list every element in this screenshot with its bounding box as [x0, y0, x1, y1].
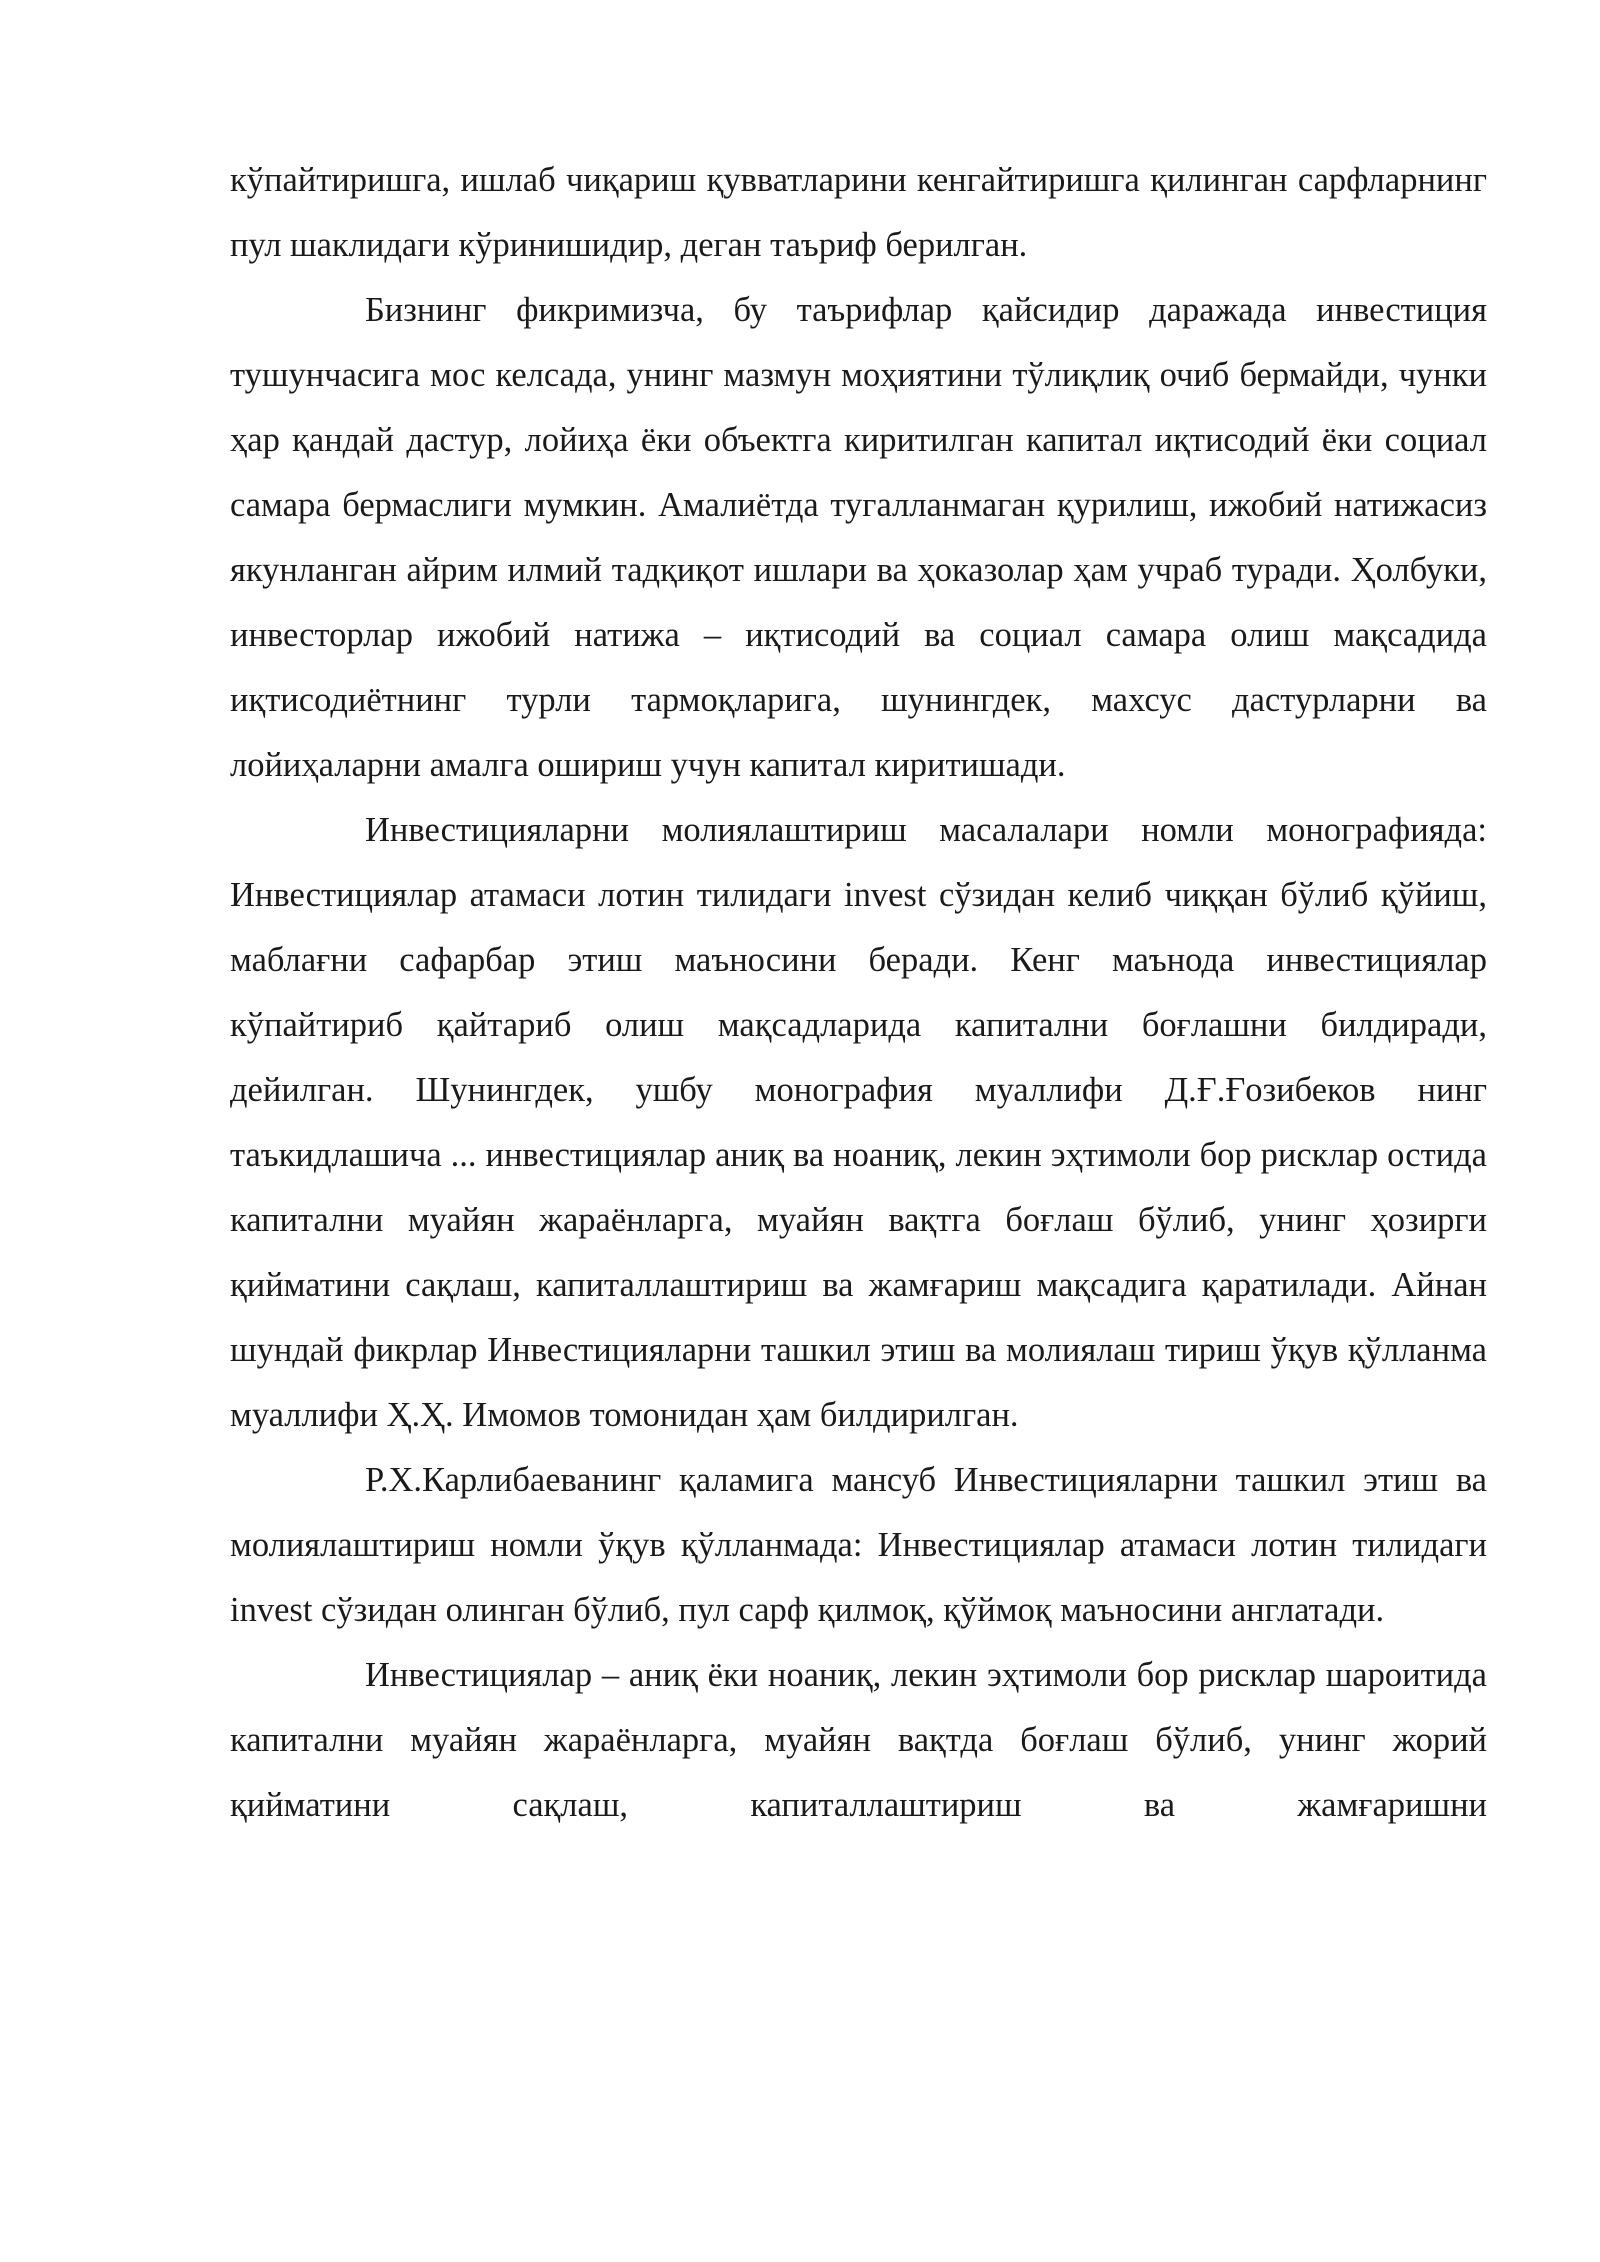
document-body: [230, 148, 1487, 1838]
paragraph-definition: Инвестициялар – аниқ ёки ноаниқ, лекин эҳтимоли бор рисклар шароитида капитални муайян жараёнларга, муайян вақтда боғлаш бўлиб, унинг жорий қийматини сақлаш, капиталлаштириш ва жамғаришни: [230, 1656, 1487, 1824]
paragraph-monograph: Инвестицияларни молиялаштириш масалалари номли монографияда: Инвестициялар атамаси лотин тилидаги invest сўзидан келиб чиққан бўлиб қўйиш, маблағни сафарбар этиш маъносини беради. Кенг маънода инвестициялар кўпайтириб қайтариб олиш мақсадларида капитални боғлашни билдиради, дейилган. Шунингдек, ушбу монография муаллифи Д.Ғ.Ғозибеков нинг таъкидлашича ... инвестициялар аниқ ва ноаниқ, лекин эҳтимоли бор рисклар остида капитални муайян жараёнларга, муайян вақтга боғлаш бўлиб, унинг ҳозирги қийматини сақлаш, капиталлаштириш ва жамғариш мақсадига қаратилади. Айнан шундай фикрлар Инвестицияларни ташкил этиш ва молиялаш тириш ўқув қўлланма муаллифи Ҳ.Ҳ. Имомов томонидан ҳам билдирилган.: [230, 811, 1487, 1434]
paragraph-karlibaeva: Р.Х.Карлибаеванинг қаламига мансуб Инвестицияларни ташкил этиш ва молиялаштириш номли ўқув қўлланмада: Инвестициялар атамаси лотин тилидаги invest сўзидан олинган бўлиб, пул сарф қилмоқ, қўймоқ маъносини англатади.: [230, 1461, 1487, 1629]
paragraph-continuation: кўпайтиришга, ишлаб чиқариш қувватларини кенгайтиришга қилинган сарфларнинг пул шаклидаги кўринишидир, деган таъриф берилган.: [230, 161, 1487, 264]
paragraph-opinion: Бизнинг фикримизча, бу таърифлар қайсидир даражада инвестиция тушунчасига мос келсада, унинг мазмун моҳиятини тўлиқлиқ очиб бермайди, чунки ҳар қандай дастур, лойиҳа ёки объектга киритилган капитал иқтисодий ёки социал самара бермаслиги мумкин. Амалиётда тугалланмаган қурилиш, ижобий натижасиз якунланган айрим илмий тадқиқот ишлари ва ҳоказолар ҳам учраб туради. Ҳолбуки, инвесторлар ижобий натижа – иқтисодий ва социал самара олиш мақсадида иқтисодиётнинг турли тармоқларига, шунингдек, махсус дастурларни ва лойиҳаларни амалга ошириш учун капитал киритишади.: [230, 291, 1487, 784]
